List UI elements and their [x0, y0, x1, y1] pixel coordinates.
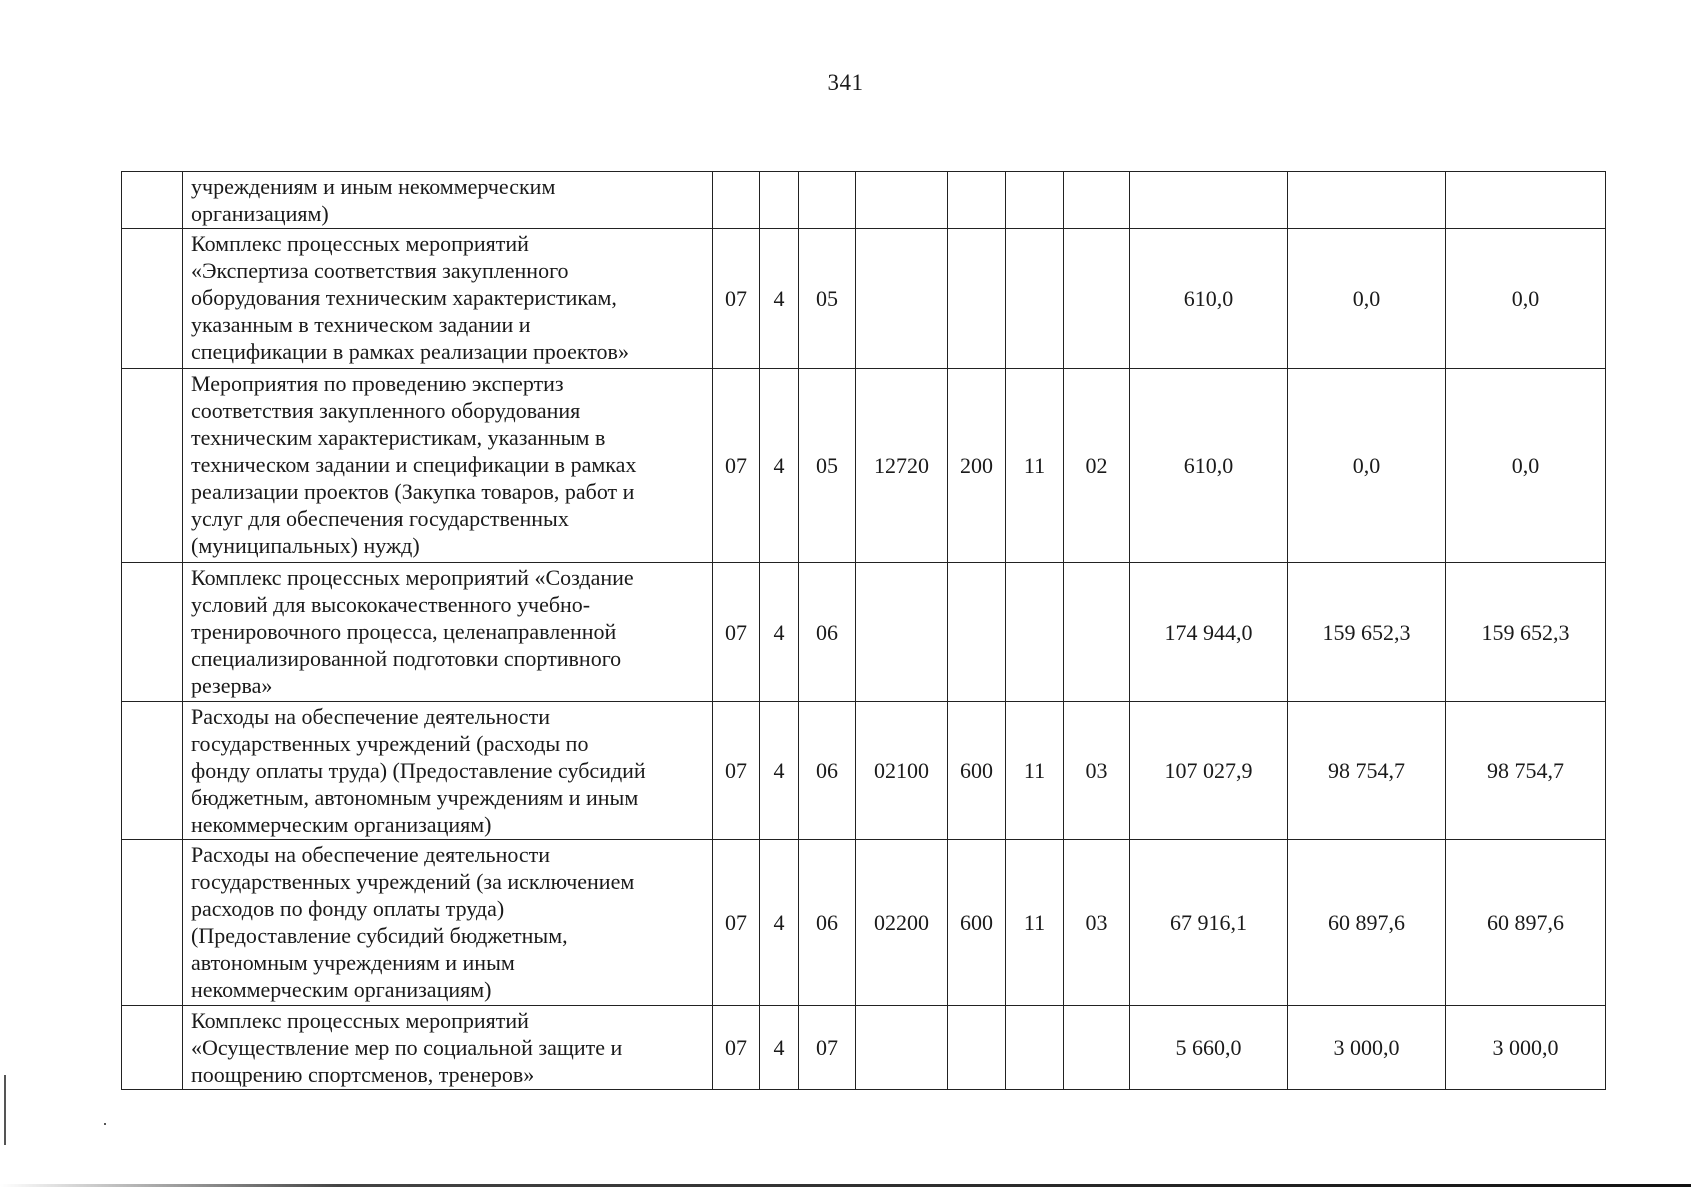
subsection-cell: 4	[760, 702, 799, 840]
year2-amount-cell: 0,0	[1288, 369, 1446, 563]
year1-amount-cell: 610,0	[1130, 229, 1288, 369]
row-name: Комплекс процессных мероприятий «Осуществление мер по социальной защите и поощрению спортсменов, тренеров»	[191, 1008, 623, 1087]
table-row	[122, 369, 1606, 563]
year1-amount-cell: 174 944,0	[1130, 563, 1288, 702]
gp-cell	[1006, 229, 1064, 369]
row-number-cell	[122, 840, 183, 1006]
table-row	[122, 702, 1606, 840]
sub-cell	[1064, 229, 1130, 369]
item-cell: 02100	[856, 702, 948, 840]
subsection-cell: 4	[760, 369, 799, 563]
item-cell	[856, 229, 948, 369]
item-cell	[856, 172, 948, 229]
year2-amount-cell: 159 652,3	[1288, 563, 1446, 702]
year1-amount-cell	[1130, 172, 1288, 229]
year3-amount-cell	[1446, 172, 1606, 229]
cost-type-cell: 200	[948, 369, 1006, 563]
row-name: Расходы на обеспечение деятельности государственных учреждений (за исключением расходов по фонду оплаты труда) (Предоставление субсидий бюджетным, автономным учреждениям и иным некоммерческим организациям)	[191, 842, 635, 1002]
row-name: Комплекс процессных мероприятий «Создание условий для высококачественного учебно- тренировочного процесса, целенаправленной специализированной подготовки спортивного резерва»	[191, 565, 634, 698]
row-name-cell	[183, 702, 713, 840]
year2-amount-cell: 0,0	[1288, 229, 1446, 369]
gp-cell: 11	[1006, 702, 1064, 840]
cost-type-cell	[948, 229, 1006, 369]
year1-amount-cell: 5 660,0	[1130, 1006, 1288, 1090]
year3-amount-cell: 98 754,7	[1446, 702, 1606, 840]
subsection-cell: 4	[760, 229, 799, 369]
sub-cell	[1064, 1006, 1130, 1090]
scan-artifact-dot	[104, 1123, 106, 1125]
item-cell: 02200	[856, 840, 948, 1006]
year1-amount-cell: 67 916,1	[1130, 840, 1288, 1006]
scan-artifact-left	[4, 1075, 6, 1145]
row-name-cell	[183, 369, 713, 563]
row-name: учреждениям и иным некоммерческим организациям)	[191, 174, 556, 226]
gp-cell	[1006, 1006, 1064, 1090]
gp-cell: 11	[1006, 369, 1064, 563]
page-number: 341	[827, 70, 864, 95]
subsection-cell: 4	[760, 1006, 799, 1090]
section-cell: 07	[713, 229, 760, 369]
section-cell: 07	[713, 369, 760, 563]
section-cell: 07	[713, 563, 760, 702]
row-name-cell	[183, 172, 713, 229]
year2-amount-cell: 98 754,7	[1288, 702, 1446, 840]
cost-type-cell: 600	[948, 702, 1006, 840]
section-cell: 07	[713, 702, 760, 840]
gp-cell: 11	[1006, 840, 1064, 1006]
year1-amount-cell: 107 027,9	[1130, 702, 1288, 840]
table-row	[122, 563, 1606, 702]
table-row	[122, 840, 1606, 1006]
sub-cell	[1064, 172, 1130, 229]
section-cell: 07	[713, 1006, 760, 1090]
year3-amount-cell: 3 000,0	[1446, 1006, 1606, 1090]
scan-edge-line	[0, 1184, 1691, 1187]
section-cell: 07	[713, 840, 760, 1006]
item-cell	[856, 563, 948, 702]
table-row	[122, 1006, 1606, 1090]
row-name-cell	[183, 229, 713, 369]
group-cell: 06	[799, 840, 856, 1006]
item-cell	[856, 1006, 948, 1090]
subsection-cell	[760, 172, 799, 229]
row-number-cell	[122, 369, 183, 563]
row-name: Расходы на обеспечение деятельности государственных учреждений (расходы по фонду оплаты труда) (Предоставление субсидий бюджетным, автономным учреждениям и иным некоммерческим организациям)	[191, 704, 646, 837]
table-row	[122, 229, 1606, 369]
table-row	[122, 172, 1606, 229]
cost-type-cell	[948, 172, 1006, 229]
cost-type-cell	[948, 563, 1006, 702]
group-cell: 07	[799, 1006, 856, 1090]
year3-amount-cell: 60 897,6	[1446, 840, 1606, 1006]
year2-amount-cell: 60 897,6	[1288, 840, 1446, 1006]
row-name: Комплекс процессных мероприятий «Экспертиза соответствия закупленного оборудования техническим характеристикам, указанным в техническом задании и спецификации в рамках реализации проектов»	[191, 231, 629, 364]
row-name-cell	[183, 1006, 713, 1090]
year3-amount-cell: 0,0	[1446, 369, 1606, 563]
group-cell: 06	[799, 563, 856, 702]
sub-cell: 02	[1064, 369, 1130, 563]
budget-table	[121, 171, 1606, 1090]
row-number-cell	[122, 229, 183, 369]
subsection-cell: 4	[760, 563, 799, 702]
gp-cell	[1006, 172, 1064, 229]
sub-cell: 03	[1064, 840, 1130, 1006]
group-cell: 06	[799, 702, 856, 840]
row-number-cell	[122, 563, 183, 702]
group-cell: 05	[799, 229, 856, 369]
subsection-cell: 4	[760, 840, 799, 1006]
sub-cell	[1064, 563, 1130, 702]
year2-amount-cell: 3 000,0	[1288, 1006, 1446, 1090]
cost-type-cell	[948, 1006, 1006, 1090]
year3-amount-cell: 159 652,3	[1446, 563, 1606, 702]
row-number-cell	[122, 172, 183, 229]
section-cell	[713, 172, 760, 229]
group-cell: 05	[799, 369, 856, 563]
sub-cell: 03	[1064, 702, 1130, 840]
row-name: Мероприятия по проведению экспертиз соответствия закупленного оборудования техническим характеристикам, указанным в техническом задании и спецификации в рамках реализации проектов (Закупка товаров, работ и услуг для обеспечения государственных (муниципальных) нужд)	[191, 371, 637, 558]
year3-amount-cell: 0,0	[1446, 229, 1606, 369]
row-number-cell	[122, 702, 183, 840]
row-name-cell	[183, 563, 713, 702]
year1-amount-cell: 610,0	[1130, 369, 1288, 563]
gp-cell	[1006, 563, 1064, 702]
row-number-cell	[122, 1006, 183, 1090]
cost-type-cell: 600	[948, 840, 1006, 1006]
item-cell: 12720	[856, 369, 948, 563]
group-cell	[799, 172, 856, 229]
year2-amount-cell	[1288, 172, 1446, 229]
row-name-cell	[183, 840, 713, 1006]
